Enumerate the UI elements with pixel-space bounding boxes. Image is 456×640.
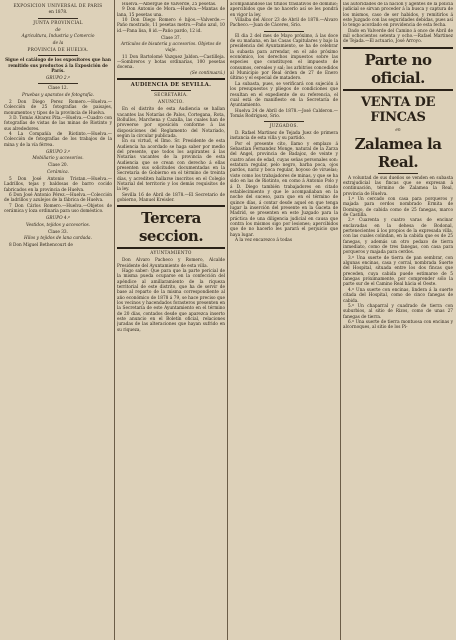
centered-heading: de [55,27,61,33]
centered-heading: Cerámica. [47,170,69,176]
paragraph: El dia 2 del mes de Mayo próximo, á las doce de su mañana, en las Casas Capitulares y bajo la presidencia del Ayuntamiento, se ha de celebrar la subasta para arrendar, en el año próximo económico, los derechos impuestos sobre las especies que constituyen el impuesto de consumos, cereales y sal; los arbitrios concedidos al Municipio por Real órden de 27 de Enero último y el especial de matadero. [230,33,338,82]
paragraph: Huelva 24 de Abril de 1878.—José Calderon.—Tomás Rodriguez, Srio. [230,108,338,119]
paragraph: 5.º Un chaparral y cuadrado de tierra con suburbios, al sitio de Rizos, como de unas 27 fanegas de tierra. [343,303,453,320]
column-rule [114,0,115,640]
paragraph: 9 Don Antonio de Mora.—Huelva.—Mantas de lana, 15 pesetas una. [117,7,225,18]
centered-heading: GRUPO 3.º [46,149,70,155]
paragraph: 11 Don Bartolomé Vazquez Jaldon.—Castilleja.—Sombreros y botas ordinarias, 100 pesetas docena. [117,54,225,71]
divider [38,18,78,19]
section-rule [117,78,225,80]
section-heading: Tercera seccion. [138,209,204,246]
column-rule [340,0,341,640]
centered-heading: AYUNTAMIENTO [150,251,192,257]
paragraph: Don Alvaro Pacheco y Romero, Alcalde Presidente del Ayuntamiento de esta villa. [117,258,225,269]
centered-heading: JUNTA PROVINCIAL [33,20,83,26]
paragraph: 4.º Una suerte con encinas, lindera á la suerte citada del Hospital, como de cinco fanegas de cabida. [343,287,453,304]
paragraph: 5 Don José Antonio Tristan.—Huelva.—Ladrillos, tejas y baldosas de barro cocido fabricados en la provincia de Huelva. [4,176,112,193]
paragraph: 1.º Un cercado con casa para porqueros y majada para cerdos nombrado Ermita de Domingo, de cabida como de 25 fanegas, marco de Castilla. [343,196,453,218]
paragraph: 8 Don Miguel Bethencourt de [9,243,73,249]
paragraph: 7 Don Cárlos Romero.—Huelva.—Objetos de cerámica y loza ordinaria para uso doméstico. [4,203,112,214]
paragraph: las autoridades de la nación y agentes de la policía judicial se sirvan proceder á la busca y captura de los mismos, caso de ser habidos, y remitirlos á este Juzgado con las seguridades debidas, pues así lo tengo acordado en providencia de esta fecha. [343,2,453,29]
centered-heading: ANUNCIO. [157,100,184,106]
column-rule [227,0,228,640]
centered-heading: Clase 37. [161,35,181,41]
centered-heading: Artículos de bisutería y accesorios. Objetos de viaje. [120,42,222,53]
centered-heading: Agricultura, Industria y Comercio [21,34,95,40]
paragraph: La subasta, pues, se verificará con sujeción á los presupuestos y pliegos de condiciones que resultan en el expediente de su referencia, el cual está de manifiesto en la Secretaría de Ayuntamiento. [230,81,338,109]
paragraph: 6 Don José Antonio Pérez.—Huelva.—Colección de ladrillos y azulejos de la fábrica de Huelva. [4,192,112,204]
paragraph: En el distrito de esta Audiencia se hallan vacantes las Notarías de Palos, Cortegana, Rota, Bollullos, Marchena y Cazalla, las cuales han de proveerse por oposición conforme á las disposiciones del Reglamento del Notariado, según la circular publicada. [117,107,225,139]
divider [264,121,304,122]
paragraph: A voluntad de sus dueños se venden en subasta extrajudicial las fincas que se expresan á continuación, término de Zalamea la Real, provincia de Huelva. [343,175,453,197]
column-4 [343,2,453,331]
continuation-note: (Se continuará.) [190,70,225,76]
paragraph: 3.º Una suerte de tierra de pan sembrar, con algunas encinas, casa y corral, nombrada Suerte del Hospital, situada entre los dos fincas que preceden, cuya cabida puede estimarse de 5 fanegas próximamente, por comprender sólo la parte sur de el Camino Real hácia el Oeste. [343,255,453,288]
paragraph: Dado en Valverde del Camino á once de Abril de mil ochocientos setenta y ocho.—Rafael Martinez de Tejada.—El actuario, José Arroyo. [343,28,453,45]
centered-heading: Hilos y tejidos de lana cardada. [24,236,92,242]
paragraph: Hago saber: Que para que la parte pericial de la misma pueda ocuparse en la confección del apéndice al amillaramiento de la riqueza territorial de este distrito, que ha de servir de base al reparto de la misma correspondiente al año económico de 1878 á 79, se hace preciso que los vecinos y hacendados forasteros presenten en la Secretaría de este Ayuntamiento en el término de 20 días, contados desde que aparezca inserto este anuncio en el Boletín oficial, relaciones juradas de las alteraciones que hayan sufrido en su riqueza, [117,268,225,333]
section-heading: VENTA DE FINCAS [360,94,436,125]
column-3 [230,2,338,243]
centered-heading: SECRETARIA. [154,93,188,99]
centered-heading: Vestidos, tejidos y accesorios. [25,222,91,228]
section-heading: Zalamea la Real. [354,134,442,171]
divider [38,55,78,56]
paragraph: 2.º Cuarenta y cuatro varas de encinar enclavadas en la dehesa de Bodonal, pertenecientes á los propios de la expresada villa, con las cuales colindan, en la cabida que es de 25 fanegas, y además un otro pedazo de tierra inmediato, como de tres fanegas, con casa para porqueros y majada para cerdos. [343,218,453,256]
centered-heading: GRUPO 2.º [46,75,70,81]
centered-heading: PROVINCIA DE HUELVA. [27,48,89,54]
paragraph: Sevilla 16 de Abril de 1878.—El Secretario de gobierno, Manuel Kreisler. [117,192,225,203]
section-heading: Parte no oficial. [364,50,432,87]
section-rule [343,89,453,91]
paragraph: acompañándose las títulos traslativos de dominio; apercibidos que de no hacerlo así se les pondrá en vigor la ley. [230,2,338,18]
centered-heading: en 1878. [48,10,68,16]
paragraph: 10 Don Diego Romero é hijos.—Valverde.—Paño mostrado, 11 pesetas metro.—Paño azul, 10 id.—Pana lisa, 8 id.—Paño pardo, 12 id. [117,18,225,34]
centered-heading: AUDIENCIA DE SEVILLA. [130,81,212,88]
centered-heading: Clase 20. [48,163,68,169]
paragraph: 6.º Una suerte de tierra montuosa con encinas y alcornoques, al sitio de los Pi- [343,319,453,331]
paragraph: 2 Don Diego Perez Romero.—Huelva.—Colección de 25 fotografías de paisajes, monumentos y tipos de la provincia de Huelva. [4,99,112,116]
centered-heading: en [395,127,401,133]
centered-heading: Mobiliario y accesorios. [32,156,84,162]
paragraph: 3 D. Tomás Alvarez Pita.—Huelva.—Cuadro con fotografías de vistas de las minas de Riotinto y sus alrededores. [4,116,112,132]
paragraph: Huelva.—Albergue de Valverde, 25 pesetas. [122,2,217,7]
divider [38,83,78,84]
centered-heading: JUZGADOS. [269,124,299,130]
paragraph: D. Rafael Martinez de Tejada Juez de primera instancia de esta villa y su partido. [230,131,338,142]
centered-heading: Sigue el catálogo de los expositores que han remitido sus productos á la Exposición de París. [5,58,111,75]
paragraph: Por el presente cito, llamo y emplazo á Sebastian Fernandez Monge, natural de la Zarza del Angel, provincia de Badajoz, de veinte y cuatro años de edad, cuyas señas personales son: estatura regular, pelo negro, barba poca, ojos pardos, nariz y boca regular, hoyoso de viruelas; viste como los trabajadores de minas, y que se ha sido en las de Riotinto, en como á Antonio Polo y á D. Diego también trabajadores en citado establecimiento y que le acompañaban en la noche del suceso, para que en el término de quince días, á contar desde aquel en que tenga lugar la inserción del presente en la Gaceta de Madrid, se presenten en este Juzgado para la práctica de una diligencia judicial en causa que contra los mismos sigo por lesiones; apercibidos que de no hacerlo les parará el perjuicio que haya lugar. [230,141,338,238]
centered-heading: Pruebas y aparatos de fotografía. [22,93,94,99]
centered-heading: GRUPO 4.º [46,215,70,221]
column-2 [117,2,225,333]
paragraph: A la vez encarezco á todas [235,237,292,243]
paragraph: 4 La Compañía de Riotinto.—Huelva.—Colección de fotografías de los trabajos de la mina y de la vía férrea. [4,132,112,148]
divider [151,90,191,91]
centered-heading: Clase 12. [48,86,68,92]
section-rule [117,205,225,207]
divider [378,173,418,174]
centered-heading: EXPOSICION UNIVERSAL DE PARIS [13,3,103,9]
centered-heading: Clase 33. [48,229,68,235]
column-1 [4,2,112,249]
paragraph: En su virtud, el Ilmo. Sr. Presidente de esta Audiencia ha acordado se haga saber por medio del presente, que todos los aspirantes á las Notarías vacantes de la provincia de esta Audiencia que se crean con derecho á ellas presenten sus solicitudes documentadas en la Secretaría de Gobierno en el término de treinta días, y acrediten hallarse inscritos en el Colegio Notarial del territorio y los demás requisitos de la ley. [117,139,225,193]
paragraph: Villalba del Alcor 23 de Abril de 1878.—Alvaro Pacheco.—Juan de Cáceres, Srio. [230,18,338,29]
section-rule [343,47,453,49]
divider [264,31,304,32]
centered-heading: de la [52,41,64,47]
section-rule [117,247,225,249]
